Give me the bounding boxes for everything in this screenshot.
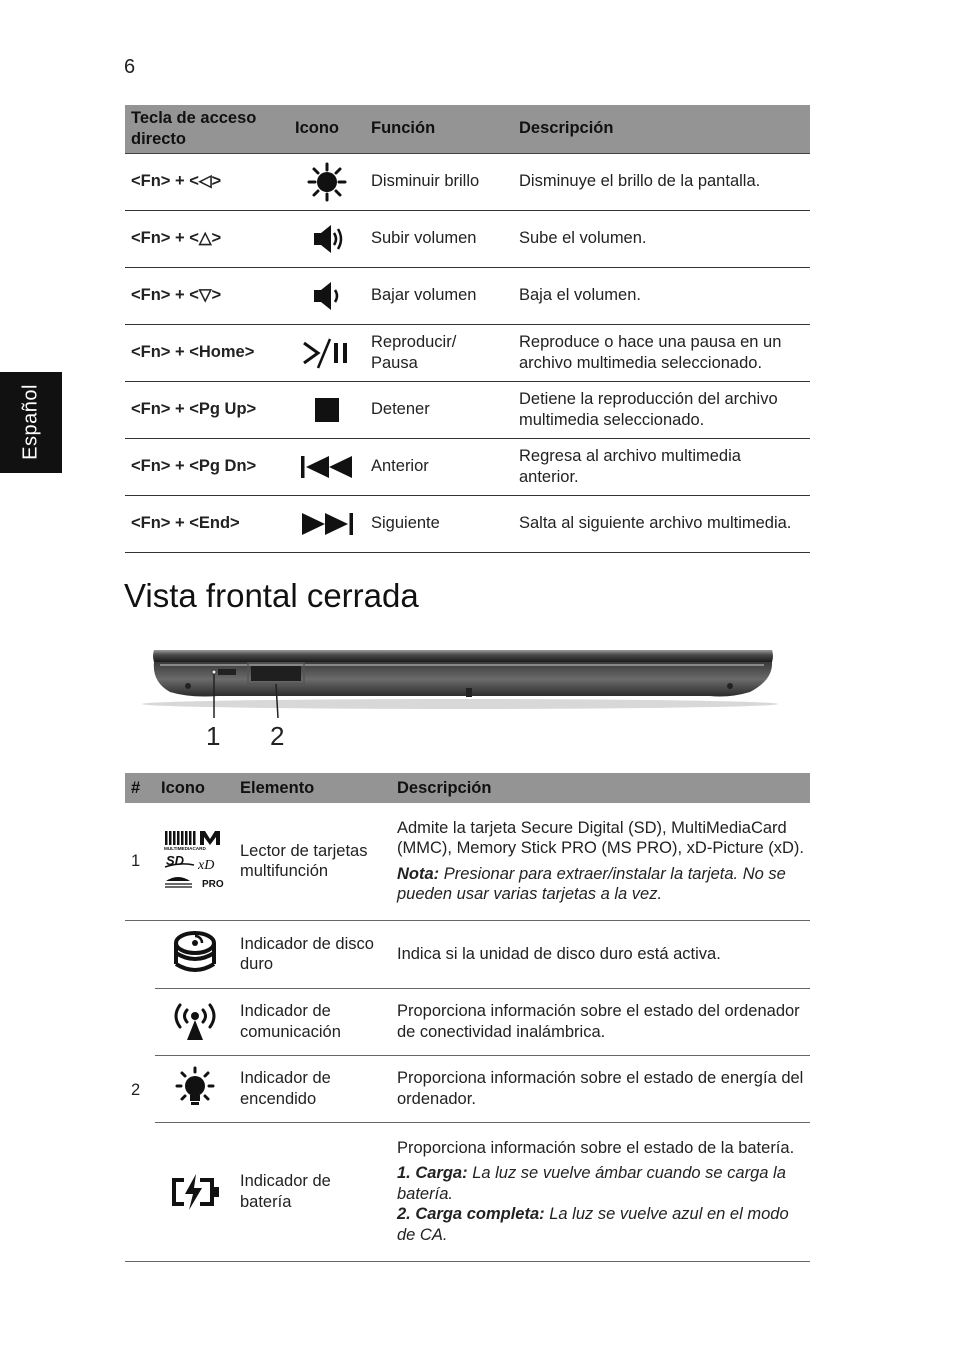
battery-status-charging — [397, 1163, 804, 1204]
full-charge-text: La luz se vuelve azul en el modo de CA. — [397, 1205, 789, 1244]
table-row — [125, 495, 810, 552]
card-reader-note — [397, 864, 804, 905]
note-text: Presionar para extraer/instalar la tarjeta. No se pueden usar varias tarjetas a la vez. — [397, 864, 786, 904]
description-text: Proporciona información sobre el estado de la batería. — [397, 1138, 795, 1157]
table-row — [125, 438, 810, 495]
card-reader-icon — [155, 803, 234, 920]
brightness-down-icon — [289, 153, 365, 210]
header-description: Descripción — [513, 105, 810, 153]
svg-text:SD: SD — [165, 853, 184, 869]
volume-down-icon — [289, 267, 365, 324]
hotkey-function: Bajar volumen — [371, 286, 477, 305]
callout-1: 1 — [206, 721, 221, 751]
table-row — [125, 381, 810, 438]
hotkey-key: <Fn> + <Pg Dn> — [131, 457, 257, 476]
hotkey-table — [125, 105, 810, 553]
elements-table-header — [125, 773, 810, 803]
hotkey-key: <Fn> + <End> — [131, 514, 240, 533]
hotkey-function: Detener — [371, 400, 430, 419]
element-name: Indicador de batería — [240, 1172, 331, 1211]
hotkey-key: <Fn> + <▽> — [131, 286, 222, 305]
description-text: Admite la tarjeta Secure Digital (SD), MultiMediaCard (MMC), Memory Stick PRO (MS PRO), xD-Picture (xD). — [397, 818, 804, 858]
header-icon: Icono — [155, 773, 234, 803]
element-number: 2 — [131, 1081, 141, 1100]
stop-icon — [289, 381, 365, 438]
hotkey-description: Detiene la reproducción del archivo multimedia seleccionado. — [519, 390, 778, 429]
header-number: # — [125, 773, 155, 803]
hotkey-description: Baja el volumen. — [519, 286, 641, 305]
hotkey-key: <Fn> + <Pg Up> — [131, 400, 257, 419]
charging-text: La luz se vuelve ámbar cuando se carga la batería. — [397, 1164, 786, 1203]
hotkey-description: Regresa al archivo multimedia anterior. — [519, 447, 741, 486]
table-row — [125, 324, 810, 381]
language-side-tab — [0, 372, 62, 473]
hotkey-description: Sube el volumen. — [519, 229, 647, 248]
hotkey-key: <Fn> + <◁> — [131, 172, 222, 191]
header-element: Elemento — [234, 773, 391, 803]
table-row — [125, 1055, 810, 1122]
table-row — [125, 920, 810, 988]
svg-text:MULTIMEDIACARD: MULTIMEDIACARD — [163, 846, 206, 852]
section-title: Vista frontal cerrada — [124, 577, 419, 614]
previous-track-icon — [289, 438, 365, 495]
page-number: 6 — [124, 56, 136, 78]
element-description — [391, 1122, 810, 1261]
volume-up-icon — [289, 210, 365, 267]
header-icon: Icono — [289, 105, 365, 153]
hotkey-function: Siguiente — [371, 514, 440, 533]
hotkey-key: <Fn> + <△> — [131, 229, 222, 248]
table-row — [125, 1122, 810, 1261]
element-description: Proporciona información sobre el estado del ordenador de conectividad inalámbrica. — [397, 1002, 800, 1041]
hotkey-table-header — [125, 105, 810, 153]
play-pause-icon — [289, 324, 365, 381]
element-name: Indicador de comunicación — [240, 1002, 341, 1041]
table-row — [125, 988, 810, 1055]
note-label: Nota: — [397, 864, 440, 883]
element-description: Indica si la unidad de disco duro está activa. — [397, 944, 721, 963]
element-number: 1 — [131, 852, 141, 870]
laptop-front-view — [130, 640, 810, 758]
hotkey-function: Reproducir/ Pausa — [371, 333, 457, 372]
language-label: Español — [19, 384, 42, 460]
element-name: Lector de tarjetas multifunción — [240, 841, 368, 881]
wireless-indicator-icon — [155, 988, 234, 1055]
hotkey-key: <Fn> + <Home> — [131, 343, 255, 362]
battery-indicator-icon — [155, 1122, 234, 1261]
table-row — [125, 153, 810, 210]
element-name: Indicador de encendido — [240, 1069, 331, 1108]
svg-text:xD: xD — [197, 858, 214, 874]
hotkey-function: Anterior — [371, 457, 429, 476]
battery-status-full — [397, 1204, 804, 1245]
table-row — [125, 210, 810, 267]
table-row — [125, 803, 810, 920]
hdd-indicator-icon — [155, 920, 234, 988]
callout-2: 2 — [270, 721, 285, 751]
element-description — [391, 803, 810, 920]
table-row — [125, 267, 810, 324]
hotkey-description: Salta al siguiente archivo multimedia. — [519, 514, 792, 533]
header-function: Función — [365, 105, 513, 153]
element-description: Proporciona información sobre el estado de energía del ordenador. — [397, 1069, 804, 1108]
header-description: Descripción — [391, 773, 810, 803]
svg-text:PRO: PRO — [201, 879, 224, 891]
header-hotkey: Tecla de acceso directo — [125, 105, 289, 153]
hotkey-function: Disminuir brillo — [371, 172, 480, 191]
charging-label: 1. Carga: — [397, 1164, 468, 1183]
element-name: Indicador de disco duro — [240, 934, 374, 973]
power-indicator-icon — [155, 1055, 234, 1122]
hotkey-description: Disminuye el brillo de la pantalla. — [519, 172, 761, 191]
hotkey-description: Reproduce o hace una pausa en un archivo multimedia seleccionado. — [519, 333, 782, 372]
elements-table — [125, 773, 810, 1262]
hotkey-function: Subir volumen — [371, 229, 477, 248]
next-track-icon — [289, 495, 365, 552]
full-charge-label: 2. Carga completa: — [397, 1205, 545, 1224]
